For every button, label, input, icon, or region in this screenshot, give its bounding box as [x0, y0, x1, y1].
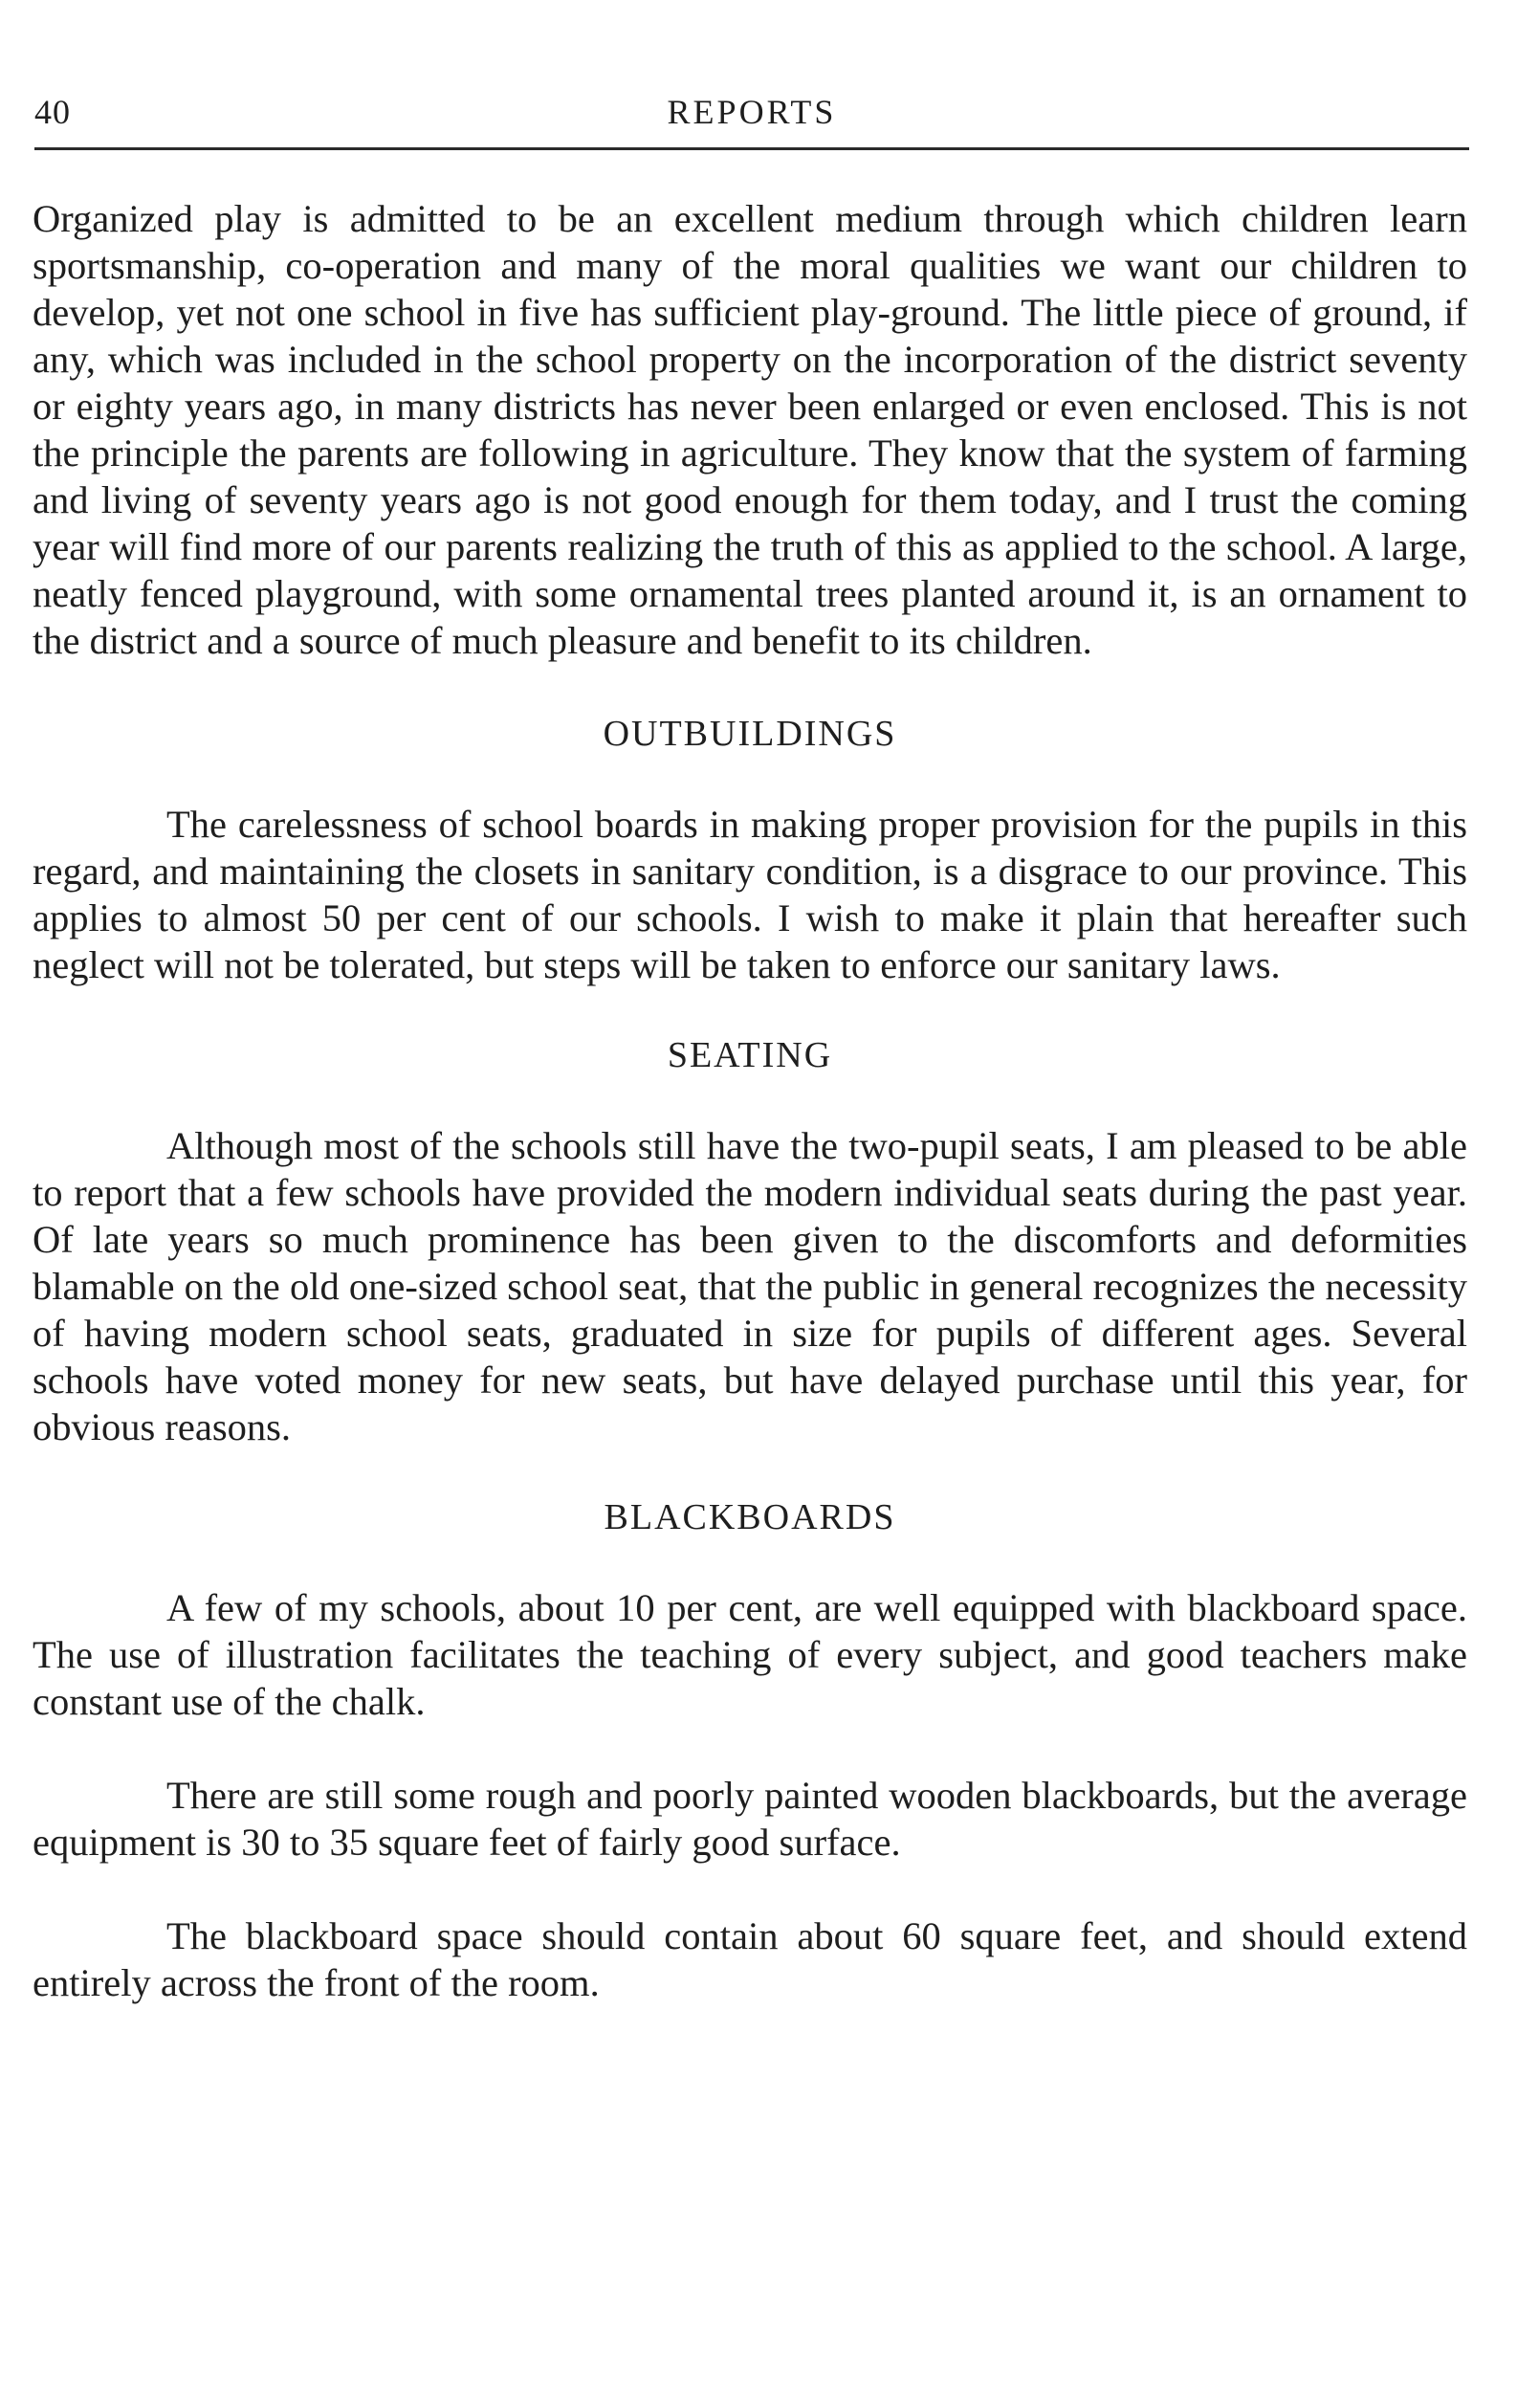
outbuildings-paragraph: The carelessness of school boards in making proper provision for the pupils in this regard, and maintaining the closets in sanitary condition, is a disgrace to our province. This applies to almost 50 per cent of our schools. I wish to make it plain that hereafter such neglect will not be tolerated, but steps will be taken to enforce our sanitary laws.	[33, 803, 1467, 986]
blackboards-paragraph-1: A few of my schools, about 10 per cent, are well equipped with blackboard space. The use of illustration facilitates the teaching of every subject, and good teachers make constant use of the chalk.	[33, 1586, 1467, 1723]
section-gap	[33, 988, 1467, 1032]
section-heading-outbuildings: OUTBUILDINGS	[603, 714, 897, 754]
section-gap	[33, 1450, 1467, 1494]
page-header	[34, 92, 1469, 138]
blackboards-paragraph-2: There are still some rough and poorly painted wooden blackboards, but the average equipment is 30 to 35 square feet of fairly good surface.	[33, 1774, 1467, 1864]
intro-paragraph: Organized play is admitted to be an excellent medium through which children learn sportsmanship, co-operation and many of the moral qualities we want our children to develop, yet not one school in five has sufficient play-ground. The little piece of ground, if any, which was included in the school property on the incorporation of the district seventy or eighty years ago, in many districts has never been enlarged or even enclosed. This is not the principle the parents are following in agriculture. They know that the system of farming and living of seventy years ago is not good enough for them today, and I trust the coming year will find more of our parents realizing the truth of this as applied to the school. A large, neatly fenced playground, with some ornamental trees planted around it, is an ornament to the district and a source of much pleasure and benefit to its children.	[33, 197, 1467, 662]
page-body	[33, 195, 1467, 2006]
section-gap	[33, 1541, 1467, 1584]
blackboards-paragraph-3: The blackboard space should contain about 60 square feet, and should extend entirely across the front of the room.	[33, 1914, 1467, 2004]
section-heading-seating: SEATING	[667, 1035, 833, 1075]
running-head: REPORTS	[667, 93, 837, 131]
section-gap	[33, 664, 1467, 711]
seating-paragraph: Although most of the schools still have the two-pupil seats, I am pleased to be able to report that a few schools have provided the modern individual seats during the past year. Of late years so much prominence has been given to the discomforts and deformities blamable on the old one-sized school seat, that the public in general recognizes the necessity of having modern school seats, graduated in size for pupils of different ages. Several schools have voted money for new seats, but have delayed purchase until this year, for obvious reasons.	[33, 1124, 1467, 1448]
header-rule	[34, 147, 1469, 150]
section-gap	[33, 758, 1467, 801]
paragraph-gap	[33, 1725, 1467, 1772]
paragraph-gap	[33, 1866, 1467, 1912]
page-number: 40	[34, 93, 71, 131]
section-heading-blackboards: BLACKBOARDS	[604, 1497, 896, 1537]
section-gap	[33, 1079, 1467, 1122]
